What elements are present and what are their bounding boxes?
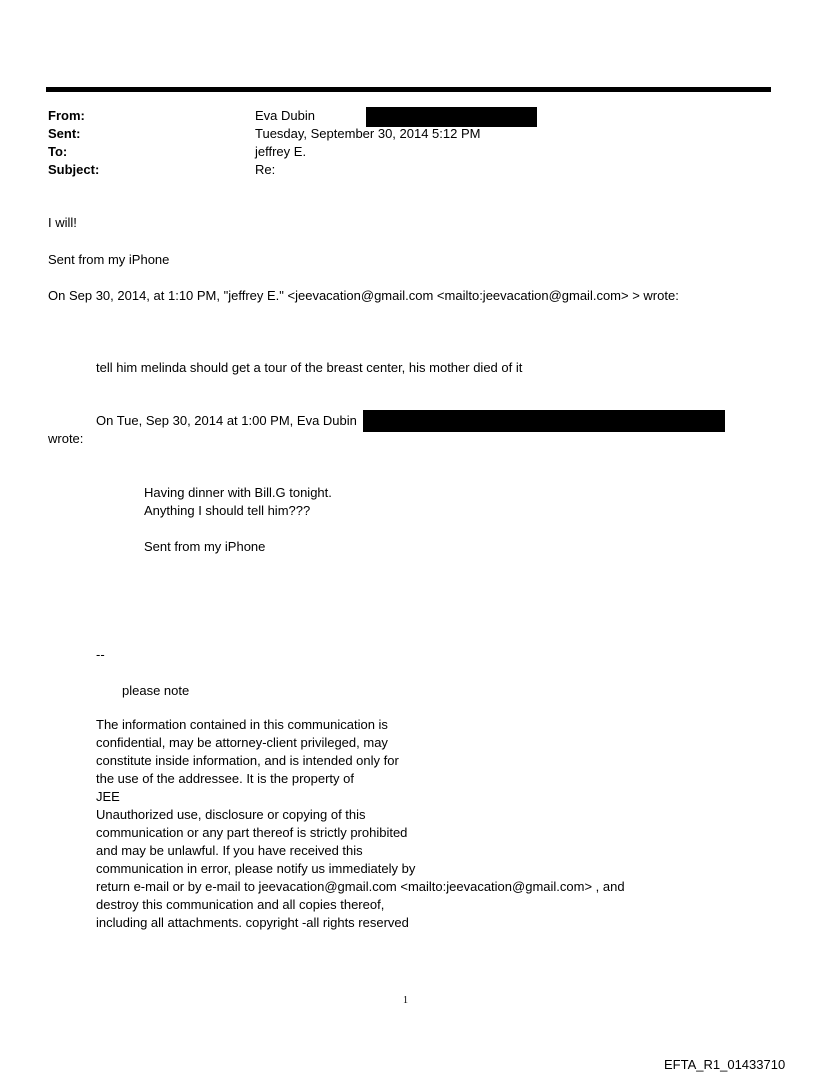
- disclaimer-line: confidential, may be attorney-client privileged, may: [96, 735, 388, 750]
- disclaimer: [96, 716, 625, 932]
- please-note: please note: [122, 683, 190, 698]
- quote-intro: On Sep 30, 2014, at 1:10 PM, "jeffrey E." <jeevacation@gmail.com <mailto:jeevacation@gmail.com> > wrote:: [48, 288, 679, 303]
- nested-quote-wrote: wrote:: [48, 431, 84, 446]
- from-row: [48, 107, 480, 125]
- email-header: [48, 107, 480, 179]
- subject-value: Re:: [255, 162, 276, 177]
- eva-message-line-2: Anything I should tell him???: [144, 503, 311, 518]
- reply-text: I will!: [48, 215, 77, 230]
- header-rule: [46, 87, 771, 92]
- to-row: [48, 143, 480, 161]
- from-label: From:: [48, 108, 85, 123]
- to-value: jeffrey E.: [255, 144, 307, 159]
- disclaimer-line: communication in error, please notify us immediately by: [96, 861, 416, 876]
- disclaimer-line: return e-mail or by e-mail to jeevacation@gmail.com <mailto:jeevacation@gmail.com> , and: [96, 879, 625, 894]
- disclaimer-line: The information contained in this communication is: [96, 717, 388, 732]
- redaction-bar: [363, 410, 725, 432]
- document-id: EFTA_R1_01433710: [664, 1057, 786, 1072]
- sent-label: Sent:: [48, 126, 81, 141]
- disclaimer-line: constitute inside information, and is intended only for: [96, 753, 399, 768]
- sent-row: [48, 125, 480, 143]
- to-label: To:: [48, 144, 68, 159]
- subject-row: [48, 161, 480, 179]
- signature: Sent from my iPhone: [48, 252, 170, 267]
- disclaimer-line: Unauthorized use, disclosure or copying of this: [96, 807, 366, 822]
- subject-label: Subject:: [48, 162, 100, 177]
- disclaimer-line: JEE: [96, 789, 120, 804]
- eva-signature: Sent from my iPhone: [144, 539, 266, 554]
- signature-separator: --: [96, 647, 105, 662]
- disclaimer-line: destroy this communication and all copies thereof,: [96, 897, 385, 912]
- disclaimer-line: communication or any part thereof is strictly prohibited: [96, 825, 408, 840]
- from-value: Eva Dubin: [255, 108, 315, 123]
- sent-value: Tuesday, September 30, 2014 5:12 PM: [255, 126, 481, 141]
- nested-quote-intro: On Tue, Sep 30, 2014 at 1:00 PM, Eva Dubin: [96, 413, 357, 428]
- eva-message-line-1: Having dinner with Bill.G tonight.: [144, 485, 332, 500]
- jeffrey-message: tell him melinda should get a tour of the breast center, his mother died of it: [96, 360, 523, 375]
- redaction-bar: [366, 107, 537, 127]
- disclaimer-line: including all attachments. copyright -all rights reserved: [96, 915, 409, 930]
- disclaimer-line: and may be unlawful. If you have received this: [96, 843, 363, 858]
- page-number: 1: [403, 995, 408, 1006]
- disclaimer-line: the use of the addressee. It is the property of: [96, 771, 354, 786]
